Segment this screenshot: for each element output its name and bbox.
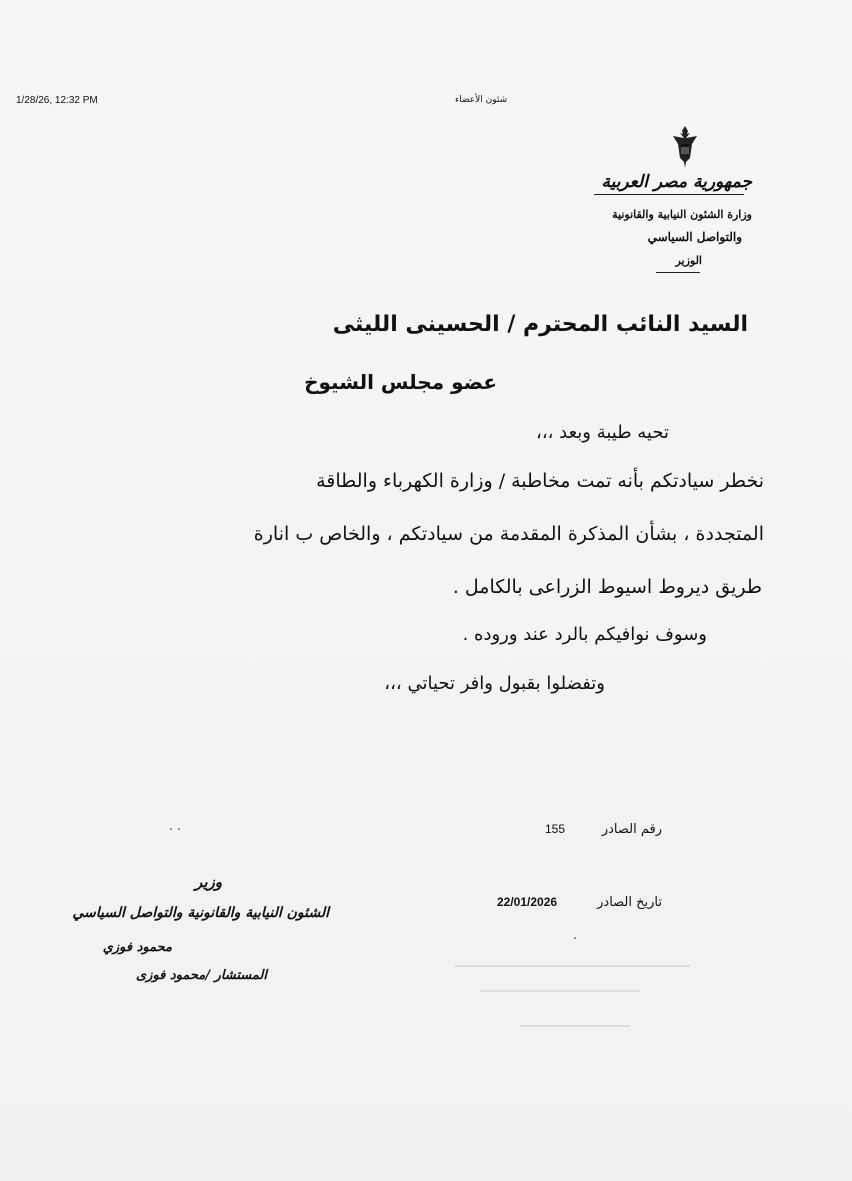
reference-date-label: تاريخ الصادر [597, 895, 662, 910]
eagle-emblem-icon [670, 124, 700, 168]
signature-title: وزير [195, 873, 222, 891]
letterhead-underline [594, 194, 744, 195]
letterhead-country: جمهورية مصر العربية [601, 172, 752, 192]
body-line: نخطر سيادتكم بأنه تمت مخاطبة / وزارة الكهرباء والطاقة [316, 470, 764, 492]
speck [178, 828, 180, 830]
letterhead-underline-2 [656, 272, 700, 273]
signature-name: محمود فوزي [102, 940, 172, 955]
body-line: وسوف نوافيكم بالرد عند وروده . [462, 624, 707, 645]
reference-number-value: 155 [545, 822, 566, 836]
reference-date-value: 22/01/2026 [497, 895, 558, 909]
body-line: المتجددة ، بشأن المذكرة المقدمة من سيادتكم ، والخاص ب انارة [253, 523, 764, 545]
speck [574, 937, 576, 939]
letterhead-ministry-2: والتواصل السياسي [647, 230, 742, 244]
recipient-title: عضو مجلس الشيوخ [304, 370, 497, 394]
print-timestamp: 1/28/26, 12:32 PM [16, 95, 98, 106]
letterhead-minister: الوزير [675, 254, 702, 267]
body-line: طريق ديروط اسيوط الزراعى بالكامل . [452, 576, 762, 598]
closing: وتفضلوا بقبول وافر تحياتي ،،، [384, 673, 605, 694]
recipient: السيد النائب المحترم / الحسينى الليثى [332, 312, 748, 337]
signature-counselor: المستشار /محمود فوزى [135, 968, 267, 983]
speck [170, 828, 172, 830]
print-header: شئون الأعضاء [455, 95, 508, 105]
faint-bleed-through [455, 965, 690, 967]
faint-bleed-through [480, 990, 640, 992]
faint-bleed-through [520, 1025, 630, 1027]
greeting: تحيه طيبة وبعد ،،، [536, 422, 669, 443]
letterhead [572, 122, 752, 282]
signature-ministry: الشئون النيابية والقانونية والتواصل السياسي [72, 905, 329, 921]
letterhead-ministry: وزارة الشئون النيابية والقانونية [612, 208, 752, 221]
reference-number-label: رقم الصادر [601, 822, 662, 837]
